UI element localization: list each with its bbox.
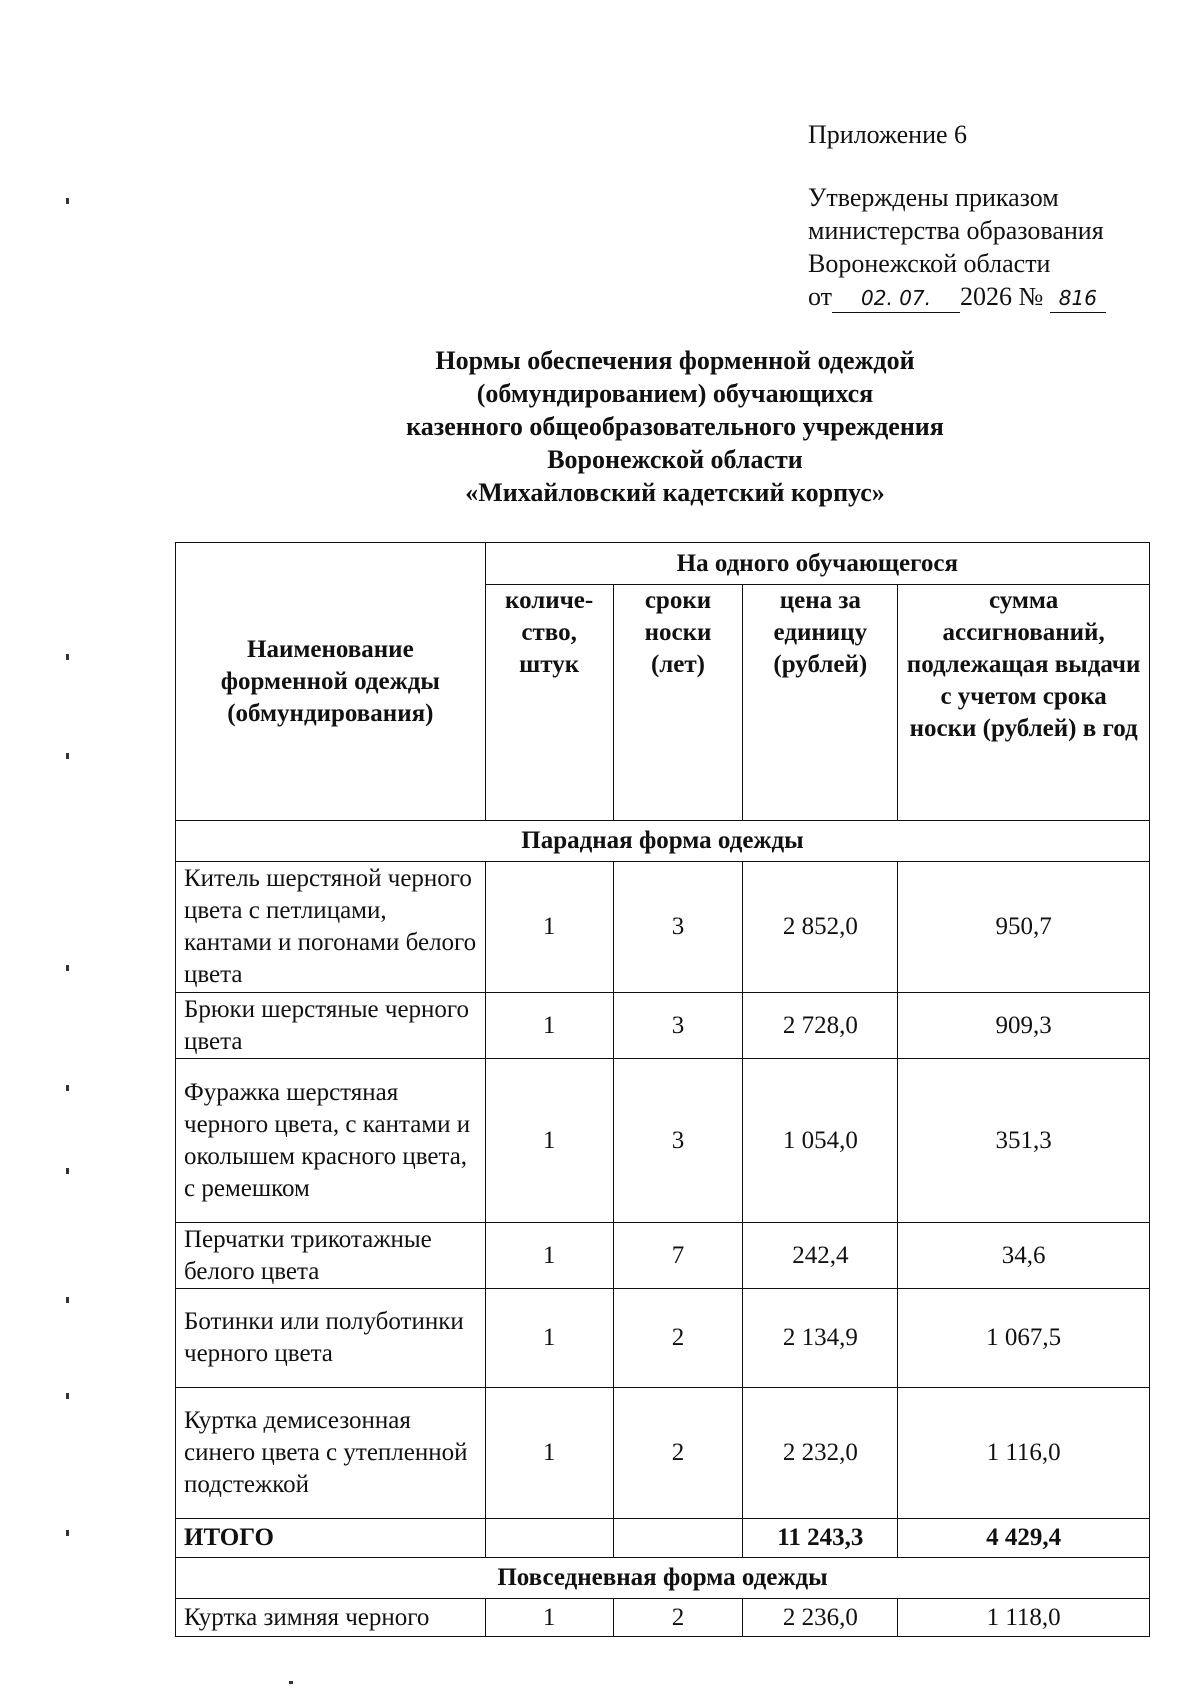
item-price: 1 054,0	[743, 1059, 898, 1223]
item-term: 3	[613, 1059, 743, 1223]
table-row	[176, 1599, 1150, 1637]
title-line: Нормы обеспечения форменной одеждой	[435, 346, 915, 375]
item-quantity: 1	[485, 862, 613, 993]
total-row	[176, 1519, 1150, 1558]
item-price: 242,4	[743, 1223, 898, 1289]
item-term: 2	[613, 1289, 743, 1388]
table-row	[176, 1388, 1150, 1519]
item-name: Куртка зимняя черного	[176, 1599, 486, 1637]
item-quantity: 1	[485, 1223, 613, 1289]
item-term: 7	[613, 1223, 743, 1289]
table-row	[176, 1223, 1150, 1289]
item-sum: 351,3	[898, 1059, 1150, 1223]
header-term: сроки носки (лет)	[613, 585, 743, 821]
header-quantity: количе-ство, штук	[485, 585, 613, 821]
section-row	[176, 1558, 1150, 1599]
total-price: 11 243,3	[743, 1519, 898, 1558]
table-row	[176, 993, 1150, 1059]
item-sum: 1 067,5	[898, 1289, 1150, 1388]
number-sign: №	[1018, 282, 1044, 311]
item-sum: 909,3	[898, 993, 1150, 1059]
item-term: 3	[613, 862, 743, 993]
item-price: 2 236,0	[743, 1599, 898, 1637]
item-price: 2 852,0	[743, 862, 898, 993]
item-term: 2	[613, 1388, 743, 1519]
item-name: Ботинки или полуботинки черного цвета	[176, 1289, 486, 1388]
item-price: 2 232,0	[743, 1388, 898, 1519]
item-name: Брюки шерстяные черного цвета	[176, 993, 486, 1059]
item-name: Перчатки трикотажные белого цвета	[176, 1223, 486, 1289]
header-group: На одного обучающегося	[485, 543, 1149, 585]
scan-speck	[289, 1681, 293, 1684]
item-name: Куртка демисезонная синего цвета с утепленной подстежкой	[176, 1388, 486, 1519]
document-title	[175, 344, 1175, 509]
table-row	[176, 862, 1150, 993]
item-quantity: 1	[485, 1059, 613, 1223]
title-line: «Михайловский кадетский корпус»	[465, 478, 885, 507]
item-price: 2 134,9	[743, 1289, 898, 1388]
table-row	[176, 1289, 1150, 1388]
appendix-label: Приложение 6	[808, 120, 968, 149]
item-sum: 1 118,0	[898, 1599, 1150, 1637]
section-row	[176, 821, 1150, 862]
item-term: 3	[613, 993, 743, 1059]
title-line: (обмундированием) обучающихся	[476, 379, 874, 408]
title-line: казенного общеобразовательного учреждения	[406, 412, 944, 441]
item-name: Китель шерстяной черного цвета с петлицами, кантами и погонами белого цвета	[176, 862, 486, 993]
handwritten-date: 02. 07.	[832, 284, 960, 313]
handwritten-order-number: 816	[1050, 284, 1106, 313]
approval-line: Воронежской области	[808, 249, 1051, 278]
approval-block	[808, 118, 1178, 313]
approval-date-line	[808, 280, 1178, 313]
header-sum: сумма ассигнований, подлежащая выдачи с учетом срока носки (рублей) в год	[898, 585, 1150, 821]
item-price: 2 728,0	[743, 993, 898, 1059]
item-quantity: 1	[485, 1388, 613, 1519]
approval-line: Утверждены приказом	[808, 183, 1059, 212]
date-prefix: от	[808, 282, 833, 311]
total-label: ИТОГО	[176, 1519, 486, 1558]
header-price: цена за единицу (рублей)	[743, 585, 898, 821]
item-name: Фуражка шерстяная черного цвета, с кантами и околышем красного цвета, с ремешком	[176, 1059, 486, 1223]
item-sum: 950,7	[898, 862, 1150, 993]
approval-line: министерства образования	[808, 216, 1104, 245]
order-year: 2026	[960, 282, 1013, 311]
total-empty-cell	[613, 1519, 743, 1558]
item-quantity: 1	[485, 1289, 613, 1388]
section-title: Повседневная форма одежды	[176, 1558, 1150, 1599]
item-quantity: 1	[485, 993, 613, 1059]
title-line: Воронежской области	[547, 445, 803, 474]
total-empty-cell	[485, 1519, 613, 1558]
table-row	[176, 1059, 1150, 1223]
section-title: Парадная форма одежды	[176, 821, 1150, 862]
header-name: Наименование форменной одежды (обмундирования)	[176, 543, 486, 821]
total-sum: 4 429,4	[898, 1519, 1150, 1558]
item-term: 2	[613, 1599, 743, 1637]
item-sum: 34,6	[898, 1223, 1150, 1289]
item-sum: 1 116,0	[898, 1388, 1150, 1519]
item-quantity: 1	[485, 1599, 613, 1637]
uniform-norms-table	[175, 542, 1150, 1637]
